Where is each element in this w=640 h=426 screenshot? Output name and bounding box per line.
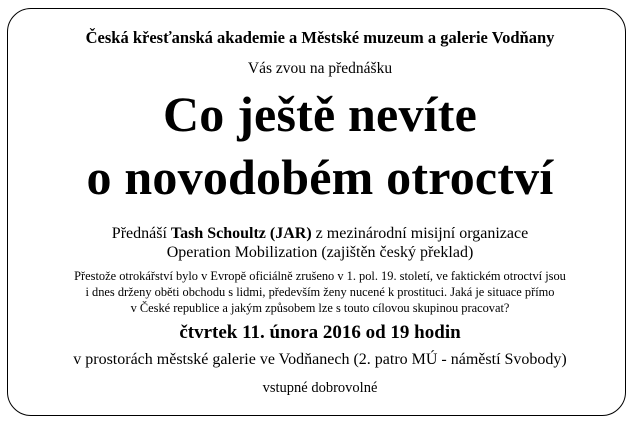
event-venue: v prostorách městské galerie ve Vodňanech (2. patro MÚ - náměstí Svobody) — [73, 351, 567, 368]
invitation-line: Vás zvou na přednášku — [247, 60, 393, 77]
description-line-2: i dnes drženy oběti obchodu s lidmi, především ženy nucené k prostituci. Jaká je situace přímo — [85, 285, 555, 299]
speaker-name: Tash Schoultz (JAR) — [170, 225, 312, 242]
entry-fee-note: vstupné dobrovolné — [262, 380, 378, 396]
description-line-3: v České republice a jakým způsobem lze s touto cílovou skupinou pracovat? — [130, 301, 510, 315]
speaker-line-2: Operation Mobilization (zajištěn český překlad) — [166, 244, 474, 261]
description-line-1: Přestože otrokářství bylo v Evropě oficiálně zrušeno v 1. pol. 19. století, ve faktickém otroctví jsou — [74, 269, 566, 283]
title-line-1: Co ještě nevíte — [163, 86, 477, 142]
speaker-line-1 — [0, 224, 640, 243]
speaker-suffix: z mezinárodní misijní organizace — [311, 225, 529, 242]
organizers-line: Česká křesťanská akademie a Městské muzeum a galerie Vodňany — [85, 28, 555, 47]
title-line-2: o novodobém otroctví — [86, 149, 554, 205]
speaker-block — [0, 224, 640, 262]
description-block — [0, 268, 640, 316]
event-date: čtvrtek 11. února 2016 od 19 hodin — [179, 322, 461, 343]
speaker-prefix: Přednáší — [111, 225, 171, 242]
